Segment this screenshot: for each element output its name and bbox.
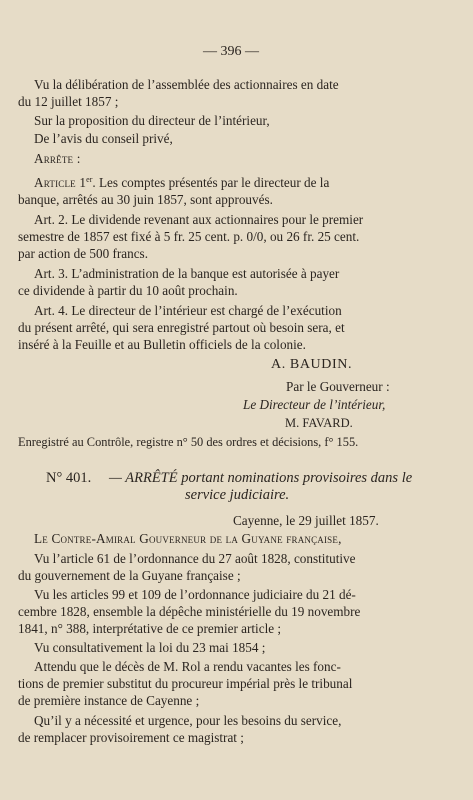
article-1-text: . Les comptes présentés par le directeur de la (92, 175, 330, 190)
text-line: De l’avis du conseil privé, (34, 131, 173, 146)
text-line: semestre de 1857 est fixé à 5 fr. 25 cent. p. 0/0, ou 26 fr. 25 cent. (18, 229, 360, 244)
registration-line: Enregistré au Contrôle, registre n° 50 des ordres et décisions, f° 155. (18, 435, 359, 449)
text-line: Art. 3. L’administration de la banque est autorisée à payer (34, 266, 340, 281)
contre-amiral-line: Le Contre-Amiral Gouverneur de la Guyane française, (34, 531, 342, 546)
text-line: du gouvernement de la Guyane française ; (18, 568, 241, 583)
text-line: Vu les articles 99 et 109 de l’ordonnance judiciaire du 21 dé- (34, 587, 356, 602)
article-1-line (34, 175, 329, 191)
page-number: — 396 — (203, 44, 259, 59)
text-line: Vu consultativement la loi du 23 mai 1854 ; (34, 640, 266, 655)
decree-title: — ARRÊTÉ portant nominations provisoires dans le (109, 470, 413, 486)
text-line: 1841, n° 388, interprétative de ce premier article ; (18, 621, 282, 636)
text-line: inséré à la Feuille et au Bulletin officiels de la colonie. (18, 337, 306, 352)
text-line: Sur la proposition du directeur de l’intérieur, (34, 113, 270, 128)
text-line: Vu la délibération de l’assemblée des actionnaires en date (34, 77, 339, 92)
signature-par-le-gouverneur: Par le Gouverneur : (286, 379, 390, 394)
place-date: Cayenne, le 29 juillet 1857. (233, 513, 379, 528)
text-line: du 12 juillet 1857 ; (18, 94, 119, 109)
text-line: banque, arrêtés au 30 juin 1857, sont approuvés. (18, 192, 273, 207)
decree-number: N° 401. (46, 470, 92, 486)
signature-title: Le Directeur de l’intérieur, (243, 397, 386, 412)
text-line: du présent arrêté, qui sera enregistré partout où besoin sera, et (18, 320, 345, 335)
decree-title-cont: service judiciaire. (185, 487, 290, 503)
text-line: Qu’il y a nécessité et urgence, pour les besoins du service, (34, 713, 342, 728)
text-line: Attendu que le décès de M. Rol a rendu vacantes les fonc- (34, 659, 341, 674)
arrete-heading: Arrête : (34, 151, 81, 166)
text-line: de remplacer provisoirement ce magistrat ; (18, 730, 244, 745)
signature-director: M. FAVARD. (285, 416, 353, 430)
article-1-label: Article 1 (34, 175, 87, 190)
text-line: Art. 2. Le dividende revenant aux actionnaires pour le premier (34, 212, 364, 227)
text-line: Art. 4. Le directeur de l’intérieur est chargé de l’exécution (34, 303, 342, 318)
text-line: cembre 1828, ensemble la dépêche ministérielle du 19 novembre (18, 604, 361, 619)
text-line: ce dividende à partir du 10 août prochain. (18, 283, 238, 298)
text-line: de première instance de Cayenne ; (18, 693, 200, 708)
signature-governor: A. BAUDIN. (271, 357, 353, 372)
article-1-superscript: er (86, 175, 93, 184)
text-line: tions de premier substitut du procureur impérial près le tribunal (18, 676, 353, 691)
text-line: par action de 500 francs. (18, 246, 148, 261)
text-line: Vu l’article 61 de l’ordonnance du 27 août 1828, constitutive (34, 551, 356, 566)
